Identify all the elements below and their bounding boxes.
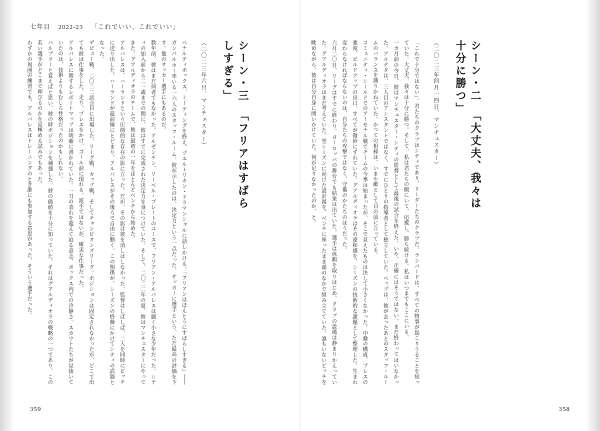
paragraph: デビュー戦、二〇二二試合目に出場した。リーグ戦、カップ戦、そしてチャンピオンズリーグ。ポジションは固定されなかったが、どこで出ても彼は仕事をした。走り、プレスをかけ、ゴール前に現れる。派手ではないが、確実な仕事だった。 bbox=[77, 40, 95, 385]
running-head-title: 「これでいい、これでいい」 bbox=[91, 24, 180, 31]
page-edge-shadow-right bbox=[586, 0, 600, 431]
paragraph: 数年前、彼はまだ何者でもなかった。アルゼンチン、リーベル・プレートのユースで、フリアン・アルバレスは細く小さな少年だった。シティの加入前から二一歳までの間に、彼はすでに完成された決定力を身につけていた。そして、二〇二二年の夏、彼はマンチェスターにやってきた。グアルディオラのチームで、彼は最初の一年をほとんどベンチから始めた。 bbox=[129, 40, 157, 385]
paragraph: アルバレスに関するレポートマップは明確に書かれていた。一刀の表れを超えて迫る意志、ボックス内での冷静さ。スカウトたちが見抜いていたのは、技術よりもむしろ性格だったのかもしれない。 bbox=[57, 40, 74, 385]
page-right bbox=[308, 40, 576, 400]
paragraph: 一カ月前の今日、彼はマンチェスター・シティの監督として最後の試合を終えた。いや、正確にはそうではない。まだ終わってはいなかった。アルテタは、三人目のアシスタントではなく、すでにひとりの指導者として独立していた。ペップは、彼が去ったあとのスタッフ・ルームのバランスを測りかねていた。かつての相棒は、いまや敵として目の前に立っている。 bbox=[372, 40, 399, 385]
section-title: シーン・三 「フリアはすばらしすぎる」 bbox=[222, 40, 249, 210]
paragraph: わずかの周囲の練習でも、アルバレスはトレーニングのとき誰にも参加する意思があった。そういう選手だった。 bbox=[26, 40, 33, 318]
page-left bbox=[24, 40, 292, 400]
page-left-body bbox=[24, 40, 189, 385]
paragraph: 六月二〇日、リーグはすでに終わり、ヨーロッパの舞台でも結果は出ていた。選手は休暇を取りはじめ、クラブの設備は静まりかえっていた。グアルディオラはまだ考えていた。翌シーズンに向けた設計図を、ベンチに座ったまま頭のなかで組み立てていた。誰もいないピッチを眺めながら、彼は自分自身に問いかけていた。何が足りなかったのか、と。 bbox=[310, 40, 337, 385]
section-title: シーン・二 「大丈夫、我々は十分に勝つ」 bbox=[454, 40, 482, 210]
section-date: （二〇二三年四月一四日、マンチェスター） bbox=[432, 40, 439, 168]
page-edge-shadow-left bbox=[0, 0, 14, 431]
paragraph: 「これで十分ではない」。君たちのクラブはシティであり、リーダーたちのクラブだ。ランパードは、すべての物事が起こりうることを知っていた。大丈夫、我々は十分に勝つ。そして、私は君たちの側にいて、応援し、勝ち続ける。私はいつまでもここにいる。 bbox=[403, 40, 420, 385]
book-gutter bbox=[299, 0, 301, 431]
paragraph: コミュニティ・シールドでのアーセナル戦でチームの今季は始まったが、そこで見えたものは決して小さくなかった。中盤の構成、プレスの強度、ビルドアップの出口。すべてが微妙にずれていた。グアルディオラはその違和感を、シーズンの技術的な課題として整理した。生まれ変わらなければならないのは、自分たちの攻撃ではなく、守備のかたちのほうだった。 bbox=[341, 40, 368, 385]
running-head bbox=[30, 22, 179, 31]
paragraph: アルバレスは、ハーランドという圧倒的な存在の影に立った。だが、その影は彼を消しはしなかった。監督はしばしば、二人を同時にピッチに送り出した。ハーランドが最前線にとどまり、アルバレスがその後ろで自由に動く。この関係が、シーズンの終盤にかけてシティの武器となった。 bbox=[98, 40, 126, 385]
running-head-chapter: 七年目 bbox=[30, 24, 51, 31]
folio-right: 358 bbox=[558, 406, 570, 413]
paragraph: ペナルティボックス、ミーティングを終え、プエルトリカン・ドラマンシャルに話しかける。「フリアンはほんとうにすばらしすぎる」――ガンバルホー率いる一六人のスタッフ・ルーム。彼が示したのは、決定力という一点だった。サッカーに選手という、ただ最高の評価を下す。他のサッカー選手にもあるのだ。 bbox=[160, 40, 187, 385]
page-left-columns bbox=[24, 40, 292, 400]
section-date: （二〇二三年六月、マンチェスター） bbox=[200, 40, 206, 149]
page-right-columns bbox=[308, 40, 576, 400]
folio-left: 359 bbox=[30, 406, 42, 413]
running-head-season: 2022-23 bbox=[58, 24, 84, 31]
page-right-body bbox=[308, 40, 421, 385]
paragraph: バルブツーと覚えばと思い、彼の時ポジションを補強した。彼の価値を十分に知っていた。それはグアルディオラの戦略の一つであり、この若い選手がどこまで伸びるのかを見極める試みでもあった。 bbox=[36, 40, 53, 385]
